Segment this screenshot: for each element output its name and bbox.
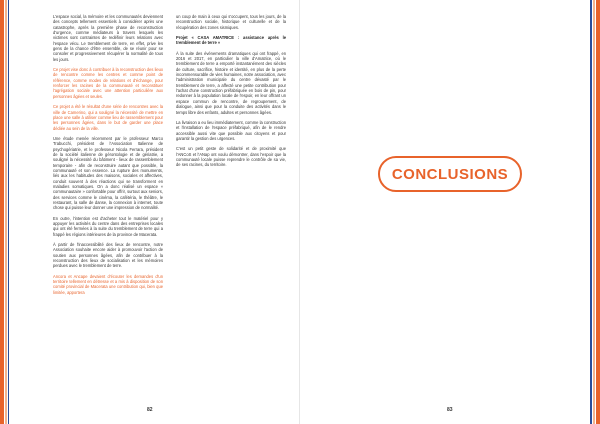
left-decorative-stripe-light <box>5 0 7 424</box>
paragraph: C'est un petit geste de solidarité et de proximité que l'ANCoS et l'ANap ont voulu démontrer, dans l'espoir que la communauté locale puisse reprendre le contrôle de sa vie, de ses racines, du territoire. <box>176 146 286 168</box>
page-number-right: 83 <box>447 407 453 413</box>
paragraph: À partir de l'inaccessibilité des lieux de rencontre, notre Association souhaite encore aider à promouvoir l'action de soutien aux personnes âgées, afin de contribuer à la reconstruction des lieux de socialisation et les mémoires perdues avec le tremblement de terre. <box>53 242 163 269</box>
paragraph: À la suite des événements dramatiques qui ont frappé, en 2016 et 2017, en particulier la ville d'Amatrice, où le tremblement de terre a emporté instantanément des siècles de culture, sacrifice, histoire et identité, en plus de la perte incommensurable de vies humaines, notre association, avec l'administration municipale du centre dévasté par le tremblement de terre, a affecté une petite contribution pour l'achat d'une construction préfabriquée en bois de pin, pour redonner à la population locale de l'espoir, en leur offrant un espace commun de rencontre, de regroupement, de dialogue, ainsi que pour la conduite des activités dans le temps libre des enfants, adultes et personnes âgées. <box>176 50 286 115</box>
paragraph: La livraison a eu lieu immédiatement, comme la construction et l'installation de l'espace préfabriqué, afin de le rendre accessible aussi vite que possible aux citoyens et pour garantir la gestion des urgences. <box>176 119 286 141</box>
left-decorative-stripe-blue <box>8 0 9 424</box>
project-heading: Projet « CASA AMATRICE : assistance après le tremblement de terre » <box>176 35 286 46</box>
paragraph: un coup de main à ceux qui s'occupent, tous les jours, de la reconstruction sociale, historique et culturelle et de la récupération des zones sismiques. <box>176 14 286 30</box>
right-decorative-stripe-blue <box>590 0 592 424</box>
paragraph: L'espace social, la mémoire et les communautés deviennent des concepts tellement essentiels à considérer après une catastrophe, après la première phase de reconstruction d'urgence, comme médiateurs à travers lesquels les victimes sont contraintes de redéfinir leurs relations avec l'espace vécu. Le tremblement de terre, en effet, prive les gens de la chance d'être ensemble, de se réunir pour se consoler et progressivement récupérer la normalité de tous les jours. <box>53 14 163 62</box>
paragraph-highlighted: Ce projet a été le résultat d'une série de rencontres avec la ville de Camerino, qui a souligné la nécessité de mettre en place une salle à utiliser comme lieu de rassemblement pour les personnes âgées, dans le but de garder une place dédiée au sein de la ville. <box>53 104 163 131</box>
right-decorative-stripe <box>596 0 600 424</box>
left-column-2 <box>176 14 286 173</box>
page-number-left: 82 <box>147 407 153 413</box>
paragraph: En outre, l'intention est d'acheter tout le matériel pour y appuyer les activités du centre dans des entreprises locales qui ont été fermées à la suite du tremblement de terre qui a frappé les régions intérieures de la province de Macerata. <box>53 215 163 237</box>
right-page <box>300 0 600 424</box>
paragraph: Une étude menée récemment par le professeur Marco Trabucchi, président de l'Association Italienne de psychogériatrie, et le professeur Nicola Ferrara, président de la société italienne de gérontologie et de gériatrie, a souligné la nécessité du bâtiment - lieux de rassemblement temporaire - afin de reconstruire autant que possible, la communauté et son essence. La rupture des monuments, liés aux les habitudes des maisons, sociales et affectives, conduit souvent à des réactions qui se transforment en maladies somatiques. On a donc réalisé un espace « communautaire » confortable pour offrir, surtout aux seniors, des services comme le cinéma, la cafétéria, le théâtre, le restaurant, la salle de danse, la connexion à internet, toute chose qui puisse leur donner une impression de normalité. <box>53 135 163 211</box>
right-decorative-stripe-light <box>593 0 595 424</box>
conclusions-title: CONCLUSIONS <box>391 165 509 183</box>
left-column-1 <box>53 14 163 300</box>
paragraph-highlighted: Ancora et Ancape devaient d'écouter les demandes d'un territoire tellement en détresse et a mis à disposition de son comité provincial de Macerata une contribution qui, bien que limitée, apportera <box>53 273 163 295</box>
page-gutter <box>299 0 300 424</box>
paragraph-highlighted: Ce projet vise donc à contribuer à la reconstruction des lieux de rencontre comme les centres et comme point de référence, comme modes de relations et d'échange, pour renforcer les racines de la communauté et reconstituer l'agrégation sociale avec une attention particulière aux personnes âgées et seules. <box>53 67 163 99</box>
conclusions-title-box <box>378 156 522 192</box>
left-decorative-stripe <box>0 0 4 424</box>
